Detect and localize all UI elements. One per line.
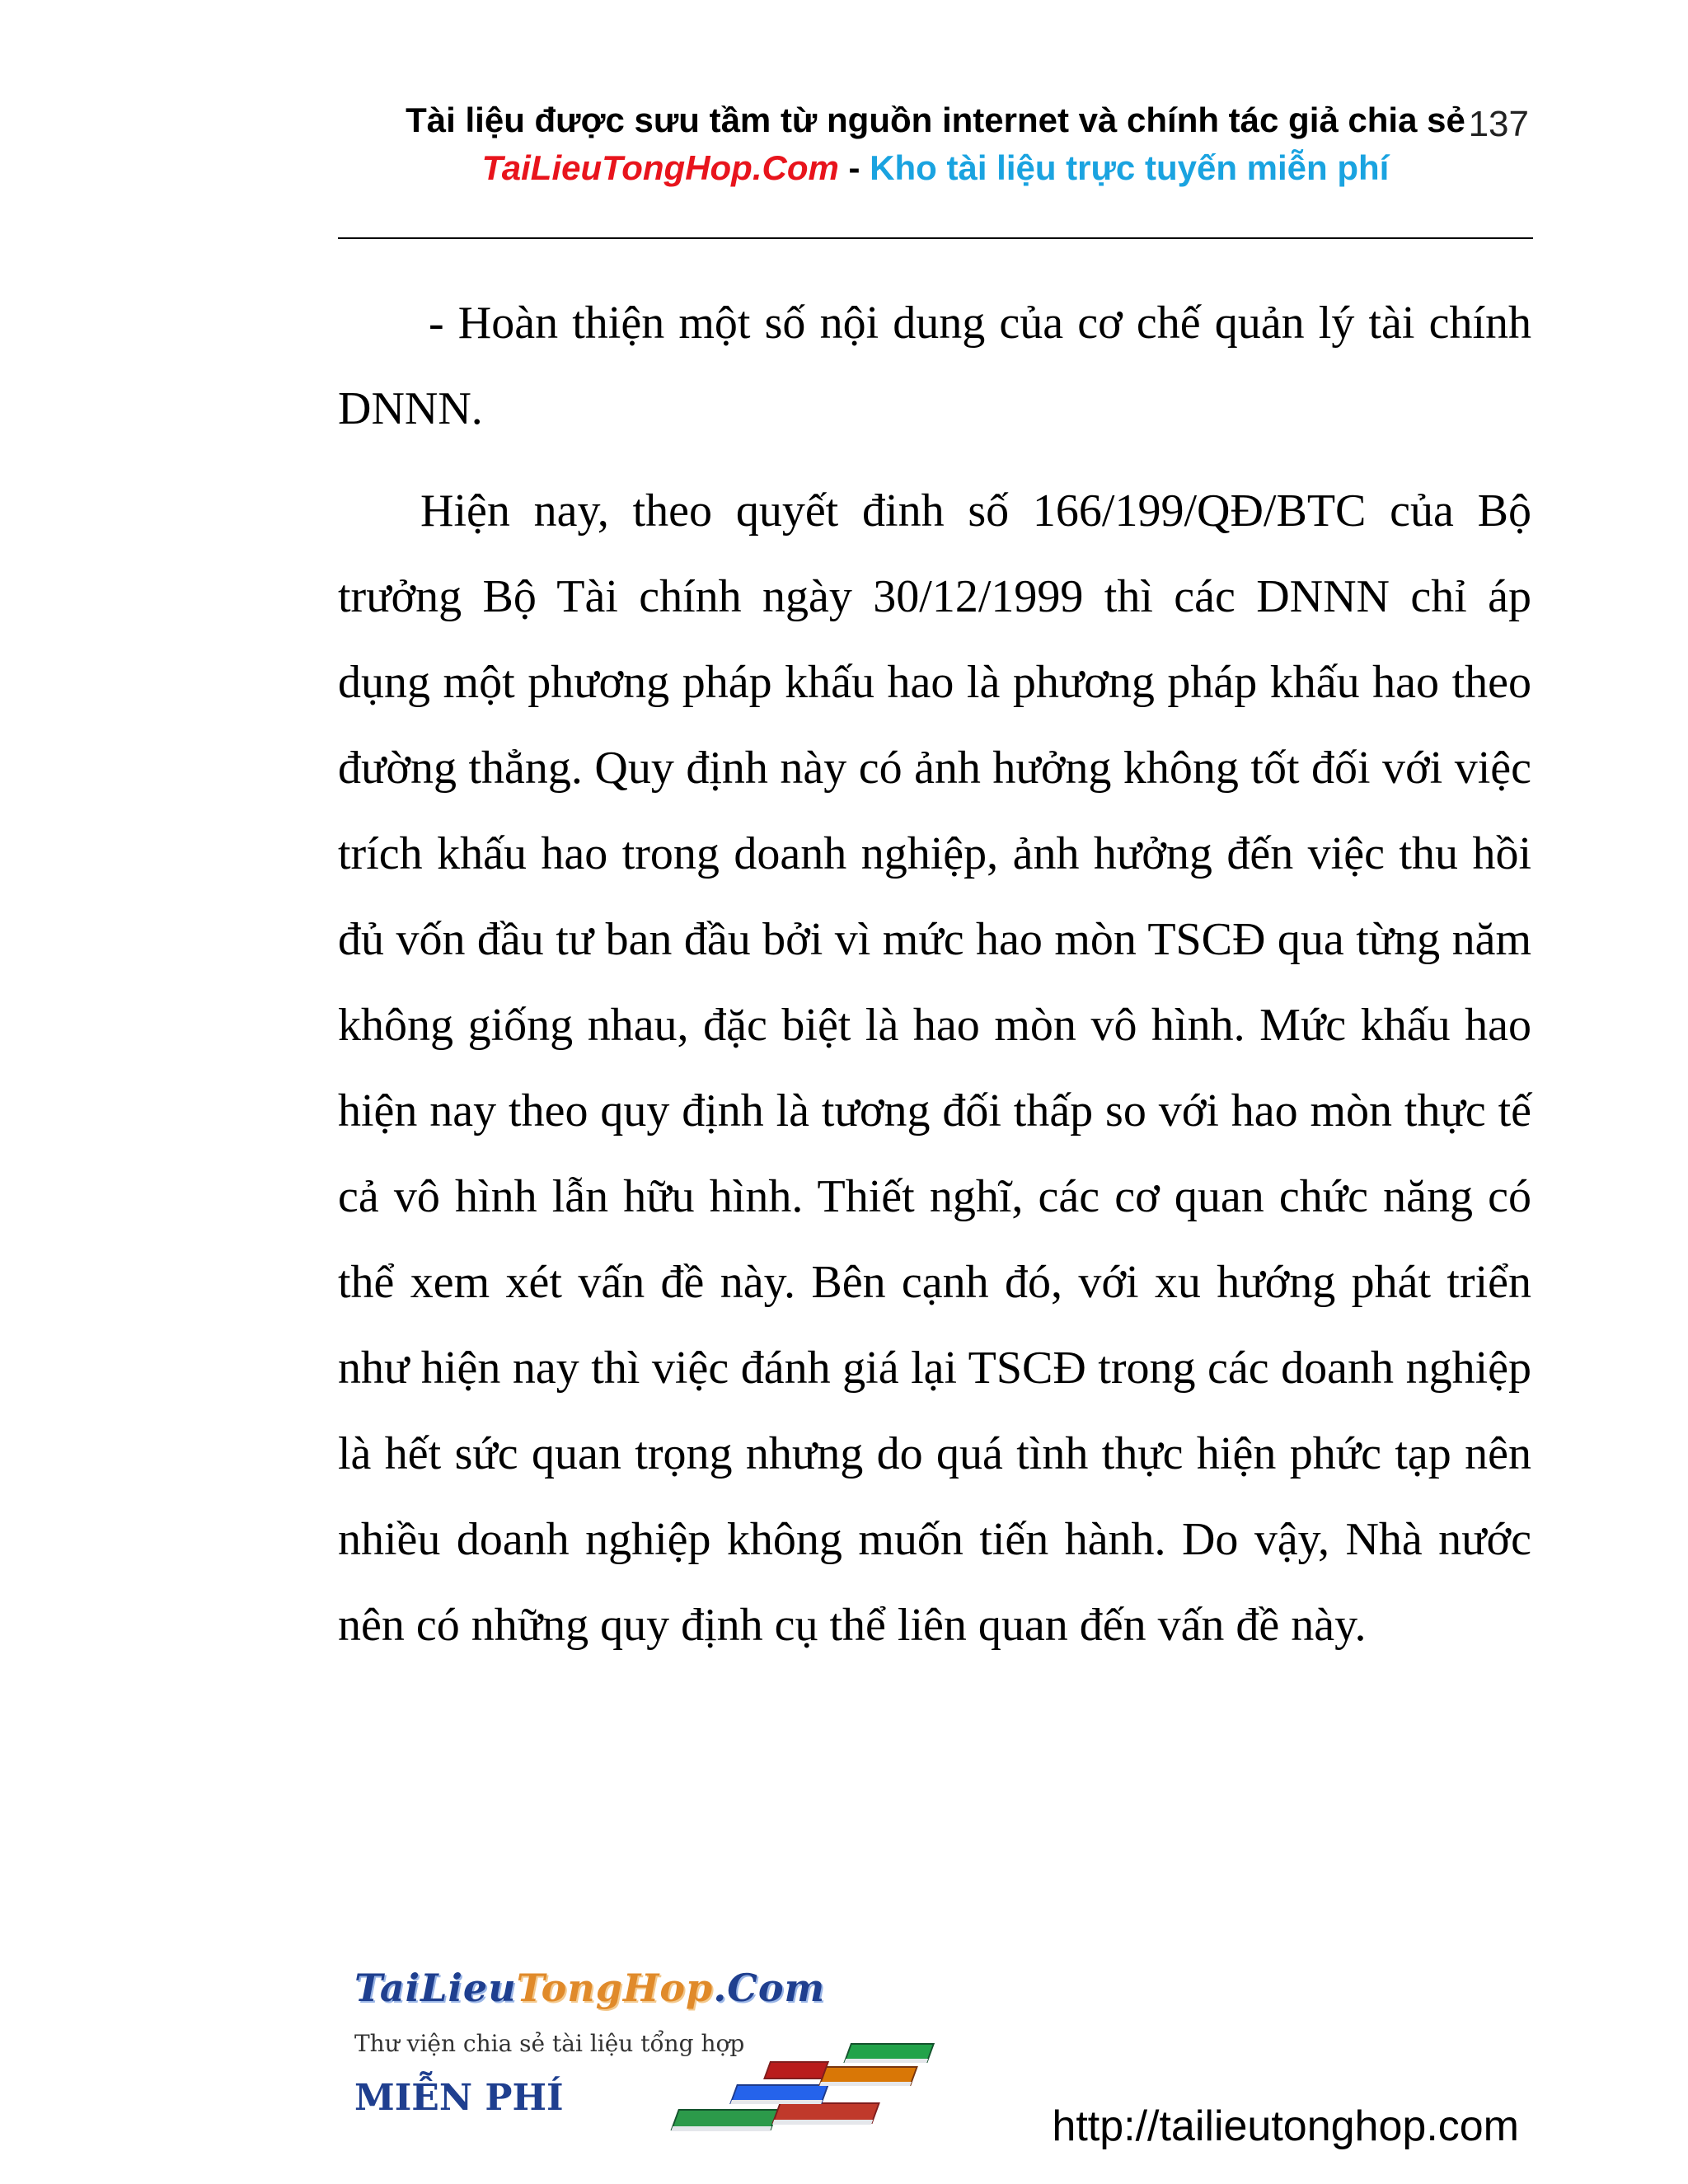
footer-logo[interactable] <box>346 1966 973 2155</box>
main-text <box>338 280 1531 1668</box>
paragraph-1: - Hoàn thiện một số nội dung của cơ chế quản lý tài chính DNNN. <box>338 298 1531 434</box>
logo-wordmark-part2: TongHop <box>516 1966 714 2010</box>
logo-subtitle: Thư viện chia sẻ tài liệu tổng hợp <box>354 2030 745 2057</box>
page-number: 137 <box>1468 104 1529 144</box>
header-separator: - <box>838 148 870 187</box>
footer-url-link[interactable]: http://tailieutonghop.com <box>1052 2102 1519 2150</box>
header-tagline: Kho tài liệu trực tuyến miễn phí <box>870 148 1390 187</box>
logo-wordmark-part3: .Com <box>713 1966 826 2010</box>
logo-wordmark <box>354 1966 825 2010</box>
books-stack-icon <box>593 2027 956 2151</box>
header-brand-link[interactable]: TaiLieuTongHop.Com <box>481 148 839 187</box>
logo-wordmark-part1: TaiLieu <box>354 1966 517 2010</box>
header-source-note: Tài liệu được sưu tầm từ nguồn internet và chính tác giả chia sẻ <box>406 101 1465 139</box>
logo-free-label: MIỄN PHÍ <box>354 2077 564 2119</box>
header-brand-line <box>338 145 1533 191</box>
page-header <box>338 97 1533 191</box>
paragraph-2: Hiện nay, theo quyết đinh số 166/199/QĐ/BTC của Bộ trưởng Bộ Tài chính ngày 30/12/1999 thì các DNNN chỉ áp dụng một phương pháp khấu hao là phương pháp khấu hao theo đường thẳng. Quy định này có ảnh hưởng không tốt đối với việc trích khấu hao trong doanh nghiệp, ảnh hưởng đến việc thu hồi đủ vốn đầu tư ban đầu bởi vì mức hao mòn TSCĐ qua từng năm không giống nhau, đặc biệt là hao mòn vô hình. Mức khấu hao hiện nay theo quy định là tương đối thấp so với hao mòn thực tế cả vô hình lẫn hữu hình. Thiết nghĩ, các cơ quan chức năng có thể xem xét vấn đề này. Bên cạnh đó, với xu hướng phát triển như hiện nay thì việc đánh giá lại TSCĐ trong các doanh nghiệp là hết sức quan trọng nhưng do quá tình thực hiện phức tạp nên nhiều doanh nghiệp không muốn tiến hành. Do vậy, Nhà nước nên có những quy định cụ thể liên quan đến vấn đề này. <box>338 485 1531 1651</box>
header-divider <box>338 237 1533 239</box>
